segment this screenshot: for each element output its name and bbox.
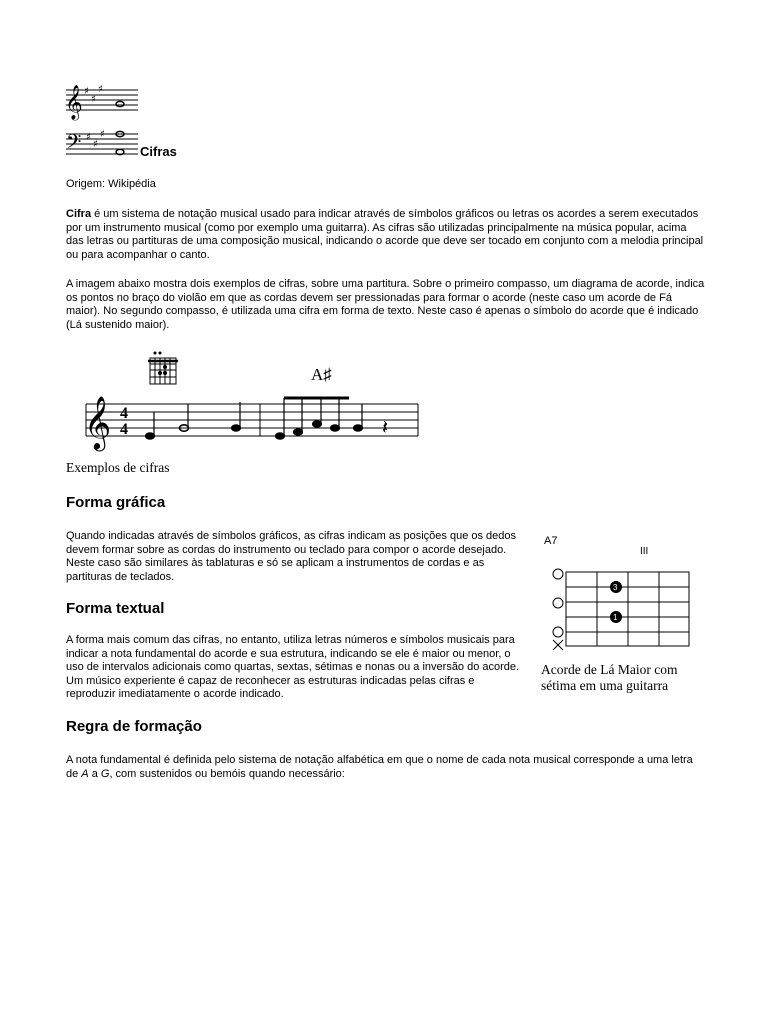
finger-1-label: 1: [613, 613, 618, 622]
key-signature-image: [64, 80, 140, 160]
svg-text:♯: ♯: [84, 86, 89, 97]
chord-name: A7: [544, 535, 558, 547]
score-caption: Exemplos de cifras: [66, 460, 170, 475]
svg-text:♯: ♯: [93, 139, 98, 150]
heading-regra-formacao: Regra de formação: [66, 718, 202, 735]
svg-text:♯: ♯: [100, 129, 105, 140]
score-image: [64, 348, 422, 454]
intro-text: é um sistema de notação musical usado para indicar através de símbolos gráficos ou letras os acordes a serem executados por um instrumento musical (como por exemplo uma guitarra). As cifras são utilizadas principalmente na música popular, acima das letras ou partituras de uma composição musical, indicando o acorde que deve ser tocado em conjunto com a melodia principal ou para acompanhar o canto.: [66, 208, 704, 261]
svg-text:𝄢: 𝄢: [66, 130, 82, 158]
chord-grid-icon: [148, 358, 178, 384]
svg-text:♯: ♯: [91, 94, 96, 105]
svg-text:♯: ♯: [98, 84, 103, 95]
svg-text:♯: ♯: [86, 132, 91, 143]
paragraph-regra-formacao: [66, 754, 706, 781]
regra-text-after: , com sustenidos ou bemóis quando necessário:: [109, 767, 345, 780]
intro-paragraph: [66, 208, 706, 262]
fret-number: III: [640, 546, 649, 557]
regra-letter-g: G: [100, 767, 110, 780]
origin-text: Origem: Wikipédia: [66, 178, 156, 190]
chord-diagram-caption: Acorde de Lá Maior com sétima em uma guitarra: [541, 662, 678, 693]
svg-text:𝄽: 𝄽: [382, 415, 389, 439]
paragraph-forma-textual: A forma mais comum das cifras, no entanto, utiliza letras números e símbolos musicais para indicar a nota fundamental do acorde e sua estrutura, indicando se ele é maior ou menor, o uso de intervalos adicionais como quartas, sextas, sétimas e nonas ou a inversão do acorde. Um músico experiente é capaz de reconhecer as estruturas indicadas pelas cifras e reproduzir imediatamente o acorde indicado.: [66, 634, 520, 700]
finger-3-label: 3: [613, 583, 618, 592]
svg-text:𝄞: 𝄞: [65, 85, 83, 120]
time-sig-top: 4: [120, 405, 128, 422]
regra-text-before: A nota fundamental é definida pelo sistema de notação alfabética em que o nome de cada nota musical corresponde a uma letra de: [66, 754, 693, 780]
heading-forma-textual: Forma textual: [66, 600, 165, 617]
paragraph-image-description: A imagem abaixo mostra dois exemplos de cifras, sobre uma partitura. Sobre o primeiro compasso, um diagrama de acorde, indica os pontos no braço do violão em que as cordas devem ser pressionadas para formar o acorde (neste caso um acorde de Fá maior). No segundo compasso, é utilizada uma cifra em forma de texto. Neste caso é apenas o símbolo do acorde que é indicado (Lá sustenido maior).: [66, 278, 705, 331]
regra-text-mid: a: [88, 767, 101, 780]
page-title: Cifras: [140, 144, 177, 159]
regra-letter-a: A: [81, 767, 89, 780]
svg-text:𝄞: 𝄞: [84, 395, 112, 449]
intro-bold-term: Cifra: [66, 208, 92, 220]
time-sig-bottom: 4: [120, 421, 128, 438]
paragraph-forma-grafica: Quando indicadas através de símbolos gráficos, as cifras indicam as posições que os dedos devem formar sobre as cordas do instrumento ou teclado para compor o acorde desejado. Neste caso são similares às tablaturas e só se aplicam a instrumentos de cordas e as partituras de teclados.: [66, 530, 517, 583]
a7-chord-diagram: [540, 530, 700, 660]
chord-symbol: A♯: [311, 365, 332, 384]
heading-forma-grafica: Forma gráfica: [66, 494, 166, 511]
